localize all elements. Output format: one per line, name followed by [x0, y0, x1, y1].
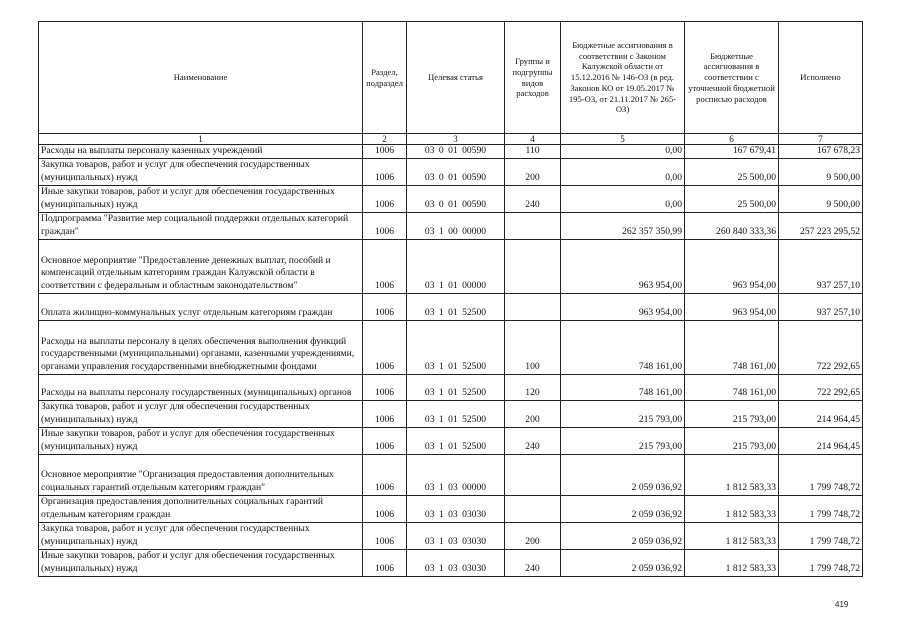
header-refined-allocations: Бюджетные ассигнования в соответствии с уточненной бюджетной росписью расходов — [685, 22, 779, 134]
row-law: 262 357 350,99 — [561, 212, 685, 239]
row-refined: 748 161,00 — [685, 320, 779, 374]
table-row — [39, 374, 863, 400]
header-law-allocations: Бюджетные ассигнования в соответствии с Законом Калужской области от 15.12.2016 № 146-ОЗ (в ред. Законов КО от 19.05.2017 № 195-ОЗ, от 21.11.2017 № 265-ОЗ) — [561, 22, 685, 134]
table-row — [39, 212, 863, 239]
row-refined: 1 812 583,33 — [685, 495, 779, 522]
table-row — [39, 495, 863, 522]
row-refined: 963 954,00 — [685, 293, 779, 320]
row-executed: 937 257,10 — [779, 239, 863, 293]
row-section: 1006 — [363, 400, 407, 427]
header-groups: Группы и подгруппы видов расходов — [505, 22, 561, 134]
row-law: 0,00 — [561, 145, 685, 159]
row-law: 215 793,00 — [561, 400, 685, 427]
row-refined: 25 500,00 — [685, 158, 779, 185]
table-row — [39, 145, 863, 159]
column-number-row — [39, 134, 863, 145]
table-row — [39, 293, 863, 320]
row-section: 1006 — [363, 427, 407, 454]
column-number: 1 — [39, 134, 363, 145]
header-section: Раздел, подраздел — [363, 22, 407, 134]
row-target: 03 0 01 00590 — [407, 145, 505, 159]
page-number: 419 — [835, 600, 849, 609]
row-law: 2 059 036,92 — [561, 454, 685, 495]
row-law: 2 059 036,92 — [561, 495, 685, 522]
row-section: 1006 — [363, 293, 407, 320]
row-section: 1006 — [363, 239, 407, 293]
budget-table — [38, 21, 863, 577]
row-target: 03 1 03 00000 — [407, 454, 505, 495]
row-law: 215 793,00 — [561, 427, 685, 454]
column-number: 4 — [505, 134, 561, 145]
row-group: 100 — [505, 320, 561, 374]
row-target: 03 0 01 00590 — [407, 158, 505, 185]
row-name: Расходы на выплаты персоналу казенных учреждений — [39, 145, 363, 159]
row-group: 240 — [505, 427, 561, 454]
row-name: Расходы на выплаты персоналу в целях обеспечения выполнения функций государственными (муниципальными) органами, казенными учреждениями, органами управления государственными внебюджетными фондами — [39, 320, 363, 374]
row-section: 1006 — [363, 522, 407, 549]
row-section: 1006 — [363, 212, 407, 239]
row-name: Закупка товаров, работ и услуг для обеспечения государственных (муниципальных) нужд — [39, 522, 363, 549]
row-refined: 215 793,00 — [685, 427, 779, 454]
row-section: 1006 — [363, 320, 407, 374]
row-executed: 722 292,65 — [779, 374, 863, 400]
row-name: Подпрограмма "Развитие мер социальной поддержки отдельных категорий граждан" — [39, 212, 363, 239]
row-target: 03 1 00 00000 — [407, 212, 505, 239]
row-group — [505, 212, 561, 239]
row-group: 200 — [505, 522, 561, 549]
row-law: 2 059 036,92 — [561, 549, 685, 576]
row-group — [505, 495, 561, 522]
table-row — [39, 454, 863, 495]
row-name: Закупка товаров, работ и услуг для обеспечения государственных (муниципальных) нужд — [39, 158, 363, 185]
row-name: Иные закупки товаров, работ и услуг для обеспечения государственных (муниципальных) нужд — [39, 427, 363, 454]
row-law: 2 059 036,92 — [561, 522, 685, 549]
row-executed: 9 500,00 — [779, 158, 863, 185]
row-group — [505, 454, 561, 495]
row-refined: 963 954,00 — [685, 239, 779, 293]
column-number: 2 — [363, 134, 407, 145]
row-refined: 260 840 333,36 — [685, 212, 779, 239]
row-name: Организация предоставления дополнительных социальных гарантий отдельным категориям граждан — [39, 495, 363, 522]
row-target: 03 1 01 52500 — [407, 374, 505, 400]
row-group: 200 — [505, 400, 561, 427]
row-group: 200 — [505, 158, 561, 185]
table-row — [39, 522, 863, 549]
row-group: 240 — [505, 185, 561, 212]
row-executed: 214 964,45 — [779, 400, 863, 427]
row-executed: 1 799 748,72 — [779, 454, 863, 495]
row-executed: 937 257,10 — [779, 293, 863, 320]
row-executed: 1 799 748,72 — [779, 522, 863, 549]
column-number: 7 — [779, 134, 863, 145]
row-target: 03 1 01 52500 — [407, 427, 505, 454]
table-row — [39, 400, 863, 427]
row-section: 1006 — [363, 145, 407, 159]
column-number: 3 — [407, 134, 505, 145]
row-target: 03 1 01 52500 — [407, 293, 505, 320]
row-section: 1006 — [363, 549, 407, 576]
row-target: 03 1 03 03030 — [407, 495, 505, 522]
row-target: 03 1 01 52500 — [407, 400, 505, 427]
row-executed: 722 292,65 — [779, 320, 863, 374]
row-refined: 25 500,00 — [685, 185, 779, 212]
table-row — [39, 239, 863, 293]
row-target: 03 1 03 03030 — [407, 549, 505, 576]
header-executed: Исполнено — [779, 22, 863, 134]
row-refined: 215 793,00 — [685, 400, 779, 427]
row-refined: 1 812 583,33 — [685, 454, 779, 495]
row-target: 03 1 01 00000 — [407, 239, 505, 293]
row-section: 1006 — [363, 158, 407, 185]
row-group: 240 — [505, 549, 561, 576]
row-refined: 1 812 583,33 — [685, 549, 779, 576]
row-executed: 1 799 748,72 — [779, 549, 863, 576]
header-row — [39, 22, 863, 134]
table-row — [39, 158, 863, 185]
row-section: 1006 — [363, 374, 407, 400]
row-name: Иные закупки товаров, работ и услуг для обеспечения государственных (муниципальных) нужд — [39, 549, 363, 576]
row-executed: 1 799 748,72 — [779, 495, 863, 522]
column-number: 6 — [685, 134, 779, 145]
row-law: 0,00 — [561, 185, 685, 212]
table-row — [39, 320, 863, 374]
row-name: Основное мероприятие "Организация предоставления дополнительных социальных гарантий отдельным категориям граждан" — [39, 454, 363, 495]
row-name: Иные закупки товаров, работ и услуг для обеспечения государственных (муниципальных) нужд — [39, 185, 363, 212]
row-law: 963 954,00 — [561, 293, 685, 320]
row-target: 03 0 01 00590 — [407, 185, 505, 212]
header-name: Наименование — [39, 22, 363, 134]
row-executed: 214 964,45 — [779, 427, 863, 454]
row-executed: 167 678,23 — [779, 145, 863, 159]
row-target: 03 1 01 52500 — [407, 320, 505, 374]
row-law: 963 954,00 — [561, 239, 685, 293]
row-name: Расходы на выплаты персоналу государственных (муниципальных) органов — [39, 374, 363, 400]
row-name: Оплата жилищно-коммунальных услуг отдельным категориям граждан — [39, 293, 363, 320]
row-section: 1006 — [363, 185, 407, 212]
row-refined: 748 161,00 — [685, 374, 779, 400]
column-number: 5 — [561, 134, 685, 145]
row-executed: 257 223 295,52 — [779, 212, 863, 239]
table-row — [39, 185, 863, 212]
row-law: 748 161,00 — [561, 320, 685, 374]
row-executed: 9 500,00 — [779, 185, 863, 212]
row-law: 0,00 — [561, 158, 685, 185]
row-group — [505, 293, 561, 320]
row-group: 120 — [505, 374, 561, 400]
row-name: Основное мероприятие "Предоставление денежных выплат, пособий и компенсаций отдельным категориям граждан Калужской области в соответствии с федеральным и областным законодательством" — [39, 239, 363, 293]
row-refined: 1 812 583,33 — [685, 522, 779, 549]
row-refined: 167 679,41 — [685, 145, 779, 159]
row-section: 1006 — [363, 495, 407, 522]
row-target: 03 1 03 03030 — [407, 522, 505, 549]
row-group: 110 — [505, 145, 561, 159]
table-row — [39, 549, 863, 576]
header-target: Целевая статья — [407, 22, 505, 134]
row-group — [505, 239, 561, 293]
row-law: 748 161,00 — [561, 374, 685, 400]
table-row — [39, 427, 863, 454]
row-name: Закупка товаров, работ и услуг для обеспечения государственных (муниципальных) нужд — [39, 400, 363, 427]
row-section: 1006 — [363, 454, 407, 495]
